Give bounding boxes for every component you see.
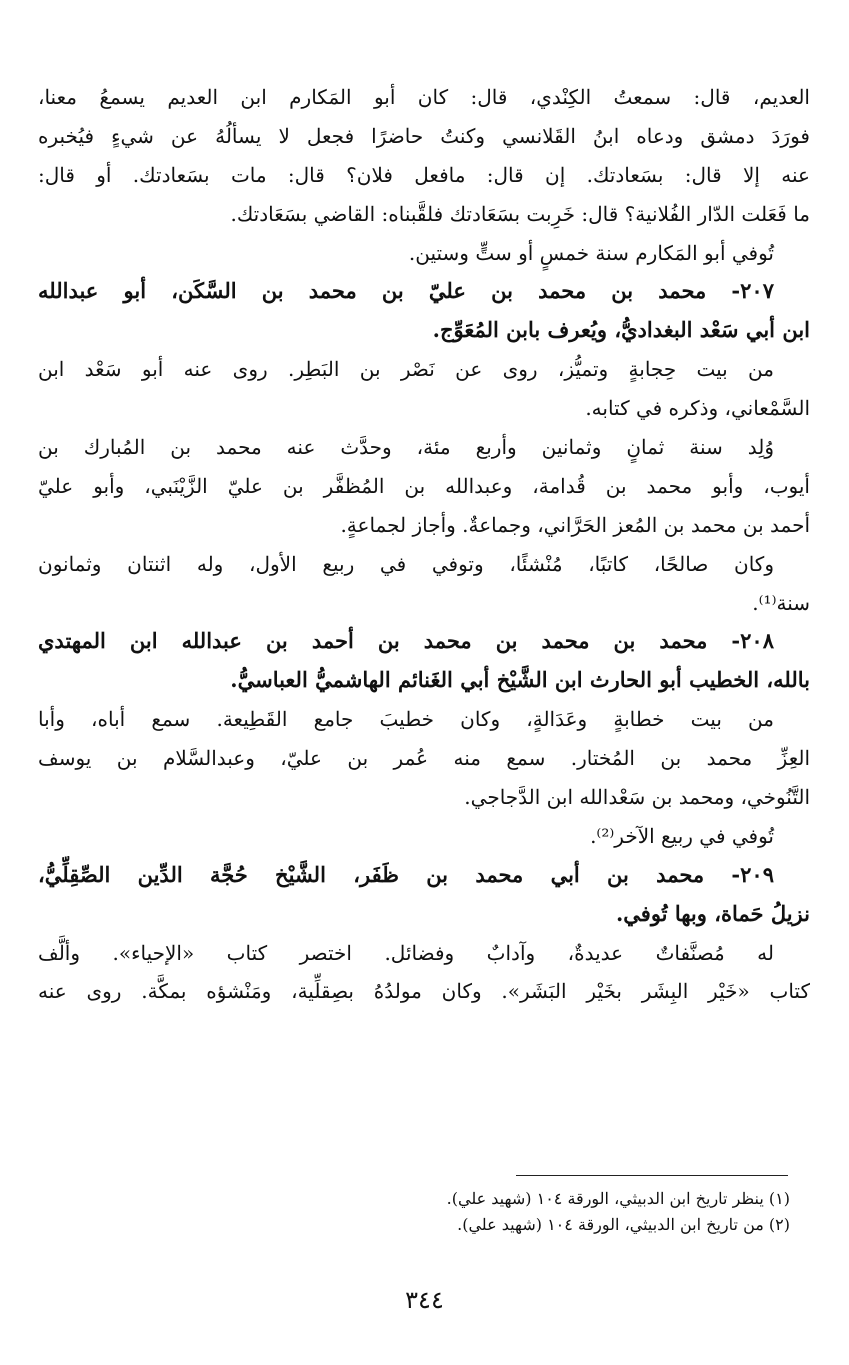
text-line: وكان صالحًا، كاتبًا، مُنْشئًا، وتوفي في ربيع الأول، وله اثنتان وثمانون bbox=[38, 551, 774, 576]
text-line: كتاب «خَيْر البِشَر بخَيْر البَشَر». وكان مولدُهُ بصِقلِّية، ومَنْشؤه بمكَّة. روى عنه bbox=[38, 979, 810, 1004]
text-line: أحمد بن محمد بن المُعز الحَرَّاني، وجماعةٌ. وأجاز لجماعةٍ. bbox=[340, 512, 810, 537]
page-number: ٣٤٤ bbox=[405, 1286, 444, 1314]
text-line: من بيت خطابةٍ وعَدَالةٍ، وكان خطيبَ جامع القَطِيعة. سمع أباه، وأبا bbox=[38, 707, 774, 732]
entry-heading-207-cont: ابن أبي سَعْد البغداديُّ، ويُعرف بابن المُعَوِّج. bbox=[432, 317, 810, 343]
entry-heading-208: ٢٠٨- محمد بن محمد بن محمد بن أحمد بن عبدالله ابن المهتدي bbox=[38, 628, 774, 654]
text-line: تُوفي أبو المَكارم سنة خمسٍ أو ستٍّ وستين. bbox=[408, 240, 774, 265]
text-line: التَّنُوخي، ومحمد بن سَعْدالله ابن الدَّجاجي. bbox=[464, 785, 810, 810]
entry-heading-209-cont: نزيلُ حَماة، وبها تُوفي. bbox=[615, 900, 810, 926]
text-line: أيوب، وأبو محمد بن قُدامة، وعبدالله بن المُظفَّر بن عليّ الزَّيْنَبي، وأبو عليّ bbox=[38, 473, 810, 498]
text-line: العِزِّ محمد بن المُختار. سمع منه عُمر بن عليّ، وعبدالسَّلام بن يوسف bbox=[38, 746, 810, 771]
footnote-1: (١) ينظر تاريخ ابن الدبيثي، الورقة ١٠٤ (شهيد علي). bbox=[446, 1189, 790, 1208]
text-line: ما فَعَلت الدّار الفُلانية؟ قال: خَرِبت بسَعَادتك فلقَّبناه: القاضي بسَعَادتك. bbox=[230, 201, 810, 226]
text-line: العديم، قال: سمعتُ الكِنْدي، قال: كان أبو المَكارم ابن العديم يسمعُ معنا، bbox=[38, 85, 810, 109]
text-line: سنة⁽¹⁾. bbox=[752, 590, 810, 615]
footnote-divider bbox=[516, 1175, 788, 1176]
text-line: وُلِد سنة ثمانٍ وثمانين وأربع مئة، وحدَّث عنه محمد بن المُبارك بن bbox=[38, 435, 774, 460]
text-line: له مُصنَّفاتٌ عديدةٌ، وآدابٌ وفضائل. اختصر كتاب «الإحياء». وألَّف bbox=[38, 940, 774, 965]
entry-heading-209: ٢٠٩- محمد بن أبي محمد بن ظَفَر، الشَّيْخ حُجَّة الدِّين الصِّقِلِّيُّ، bbox=[38, 861, 774, 887]
footnote-2: (٢) من تاريخ ابن الدبيثي، الورقة ١٠٤ (شهيد علي). bbox=[457, 1215, 790, 1234]
text-line: فورَدَ دمشق ودعاه ابنُ القَلانسي وكنتُ حاضرًا فجعل لا يسألُهُ عن شيءٍ فيُخبره bbox=[38, 123, 810, 148]
entry-heading-207: ٢٠٧- محمد بن محمد بن عليّ بن محمد بن السَّكَن، أبو عبدالله bbox=[38, 278, 774, 304]
text-line: عنه إلا قال: بسَعادتك. إن قال: مافعل فلان؟ قال: مات بسَعادتك. أو قال: bbox=[38, 162, 810, 187]
text-line: السَّمْعاني، وذكره في كتابه. bbox=[585, 396, 810, 421]
text-line: من بيت حِجابةٍ وتميُّز، روى عن نَصْر بن البَطِر. روى عنه أبو سَعْد ابن bbox=[38, 357, 774, 382]
entry-heading-208-cont: بالله، الخطيب أبو الحارث ابن الشَّيْخ أبي الغَنائم الهاشميُّ العباسيُّ. bbox=[230, 667, 810, 693]
footnotes bbox=[300, 1186, 790, 1238]
text-line: تُوفي في ربيع الآخر⁽²⁾. bbox=[590, 823, 774, 848]
main-text bbox=[38, 78, 810, 1011]
